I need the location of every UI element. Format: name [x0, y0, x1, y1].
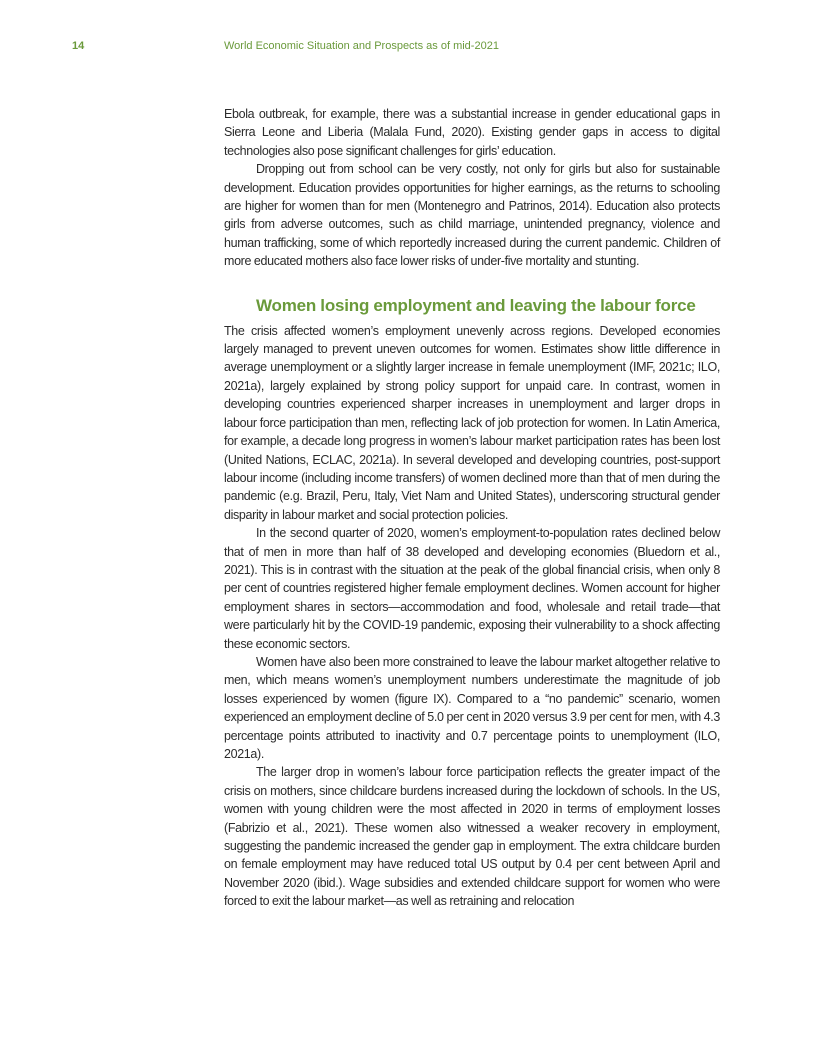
body-paragraph: Dropping out from school can be very costly, not only for girls but also for sustainable development. Education provides opportunities for higher earnings, as the returns to schooling are higher for women than for men (Montenegro and Patrinos, 2014). Education also protects girls from adverse outcomes, such as child marriage, unintended pregnancy, violence and human trafficking, some of which reportedly increased during the current pandemic. Children of more educated mothers also face lower risks of under-five mortality and stunting.	[224, 162, 720, 269]
page-number: 14	[72, 40, 85, 52]
body-paragraph: Ebola outbreak, for example, there was a substantial increase in gender educational gaps in Sierra Leone and Liberia (Malala Fund, 2020). Existing gender gaps in access to digital technologies also pose significant challenges for girls’ education.	[224, 107, 720, 158]
body-text-column	[224, 105, 720, 911]
body-paragraph: The crisis affected women’s employment unevenly across regions. Developed economies largely managed to prevent uneven outcomes for women. Estimates show little difference in average unemployment or a slightly larger increase in female unemployment (IMF, 2021c; ILO, 2021a), largely explained by strong policy support for unpaid care. In contrast, women in developing countries experienced sharper increases in unemployment and larger drops in labour force participation than men, reflecting lack of job protection for women. In Latin America, for example, a decade long progress in women’s labour market participation rates has been lost (United Nations, ECLAC, 2021a). In several developed and developing countries, post-support labour income (including income transfers) of women declined more than that of men during the pandemic (e.g. Brazil, Peru, Italy, Viet Nam and United States), underscoring structural gender disparity in labour market and social protection policies.	[224, 323, 720, 522]
running-header-title: World Economic Situation and Prospects as of mid-2021	[224, 40, 499, 52]
body-paragraph: In the second quarter of 2020, women’s employment-to-population rates declined below that of men in more than half of 38 developed and developing economies (Bluedorn et al., 2021). This is in contrast with the situation at the peak of the global financial crisis, when only 8 per cent of countries registered higher female employment declines. Women account for higher employment shares in sectors—accommodation and food, wholesale and retail trade—that were particularly hit by the COVID-19 pandemic, exposing their vulnerability to a shock affecting these economic sectors.	[224, 526, 720, 651]
body-paragraph: The larger drop in women’s labour force participation reflects the greater impact of the crisis on mothers, since childcare burdens increased during the lockdown of schools. In the US, women with young children were the most affected in 2020 in terms of employment losses (Fabrizio et al., 2021). These women also witnessed a weaker recovery in employment, suggesting the pandemic increased the gender gap in employment. The extra childcare burden on female employment may have reduced total US output by 0.4 per cent between April and November 2020 (ibid.). Wage subsidies and extended childcare support for women who were forced to exit the labour market—as well as retraining and relocation	[224, 765, 720, 909]
body-paragraph: Women have also been more constrained to leave the labour market altogether relative to men, which means women’s unemployment numbers underestimate the magnitude of job losses experienced by women (figure IX). Compared to a “no pandemic” scenario, women experienced an employment decline of 5.0 per cent in 2020 versus 3.9 per cent for men, with 4.3 percentage points attributed to inactivity and 0.7 percentage points to unemployment (ILO, 2021a).	[224, 654, 720, 761]
section-heading: Women losing employment and leaving the labour force	[256, 295, 696, 315]
